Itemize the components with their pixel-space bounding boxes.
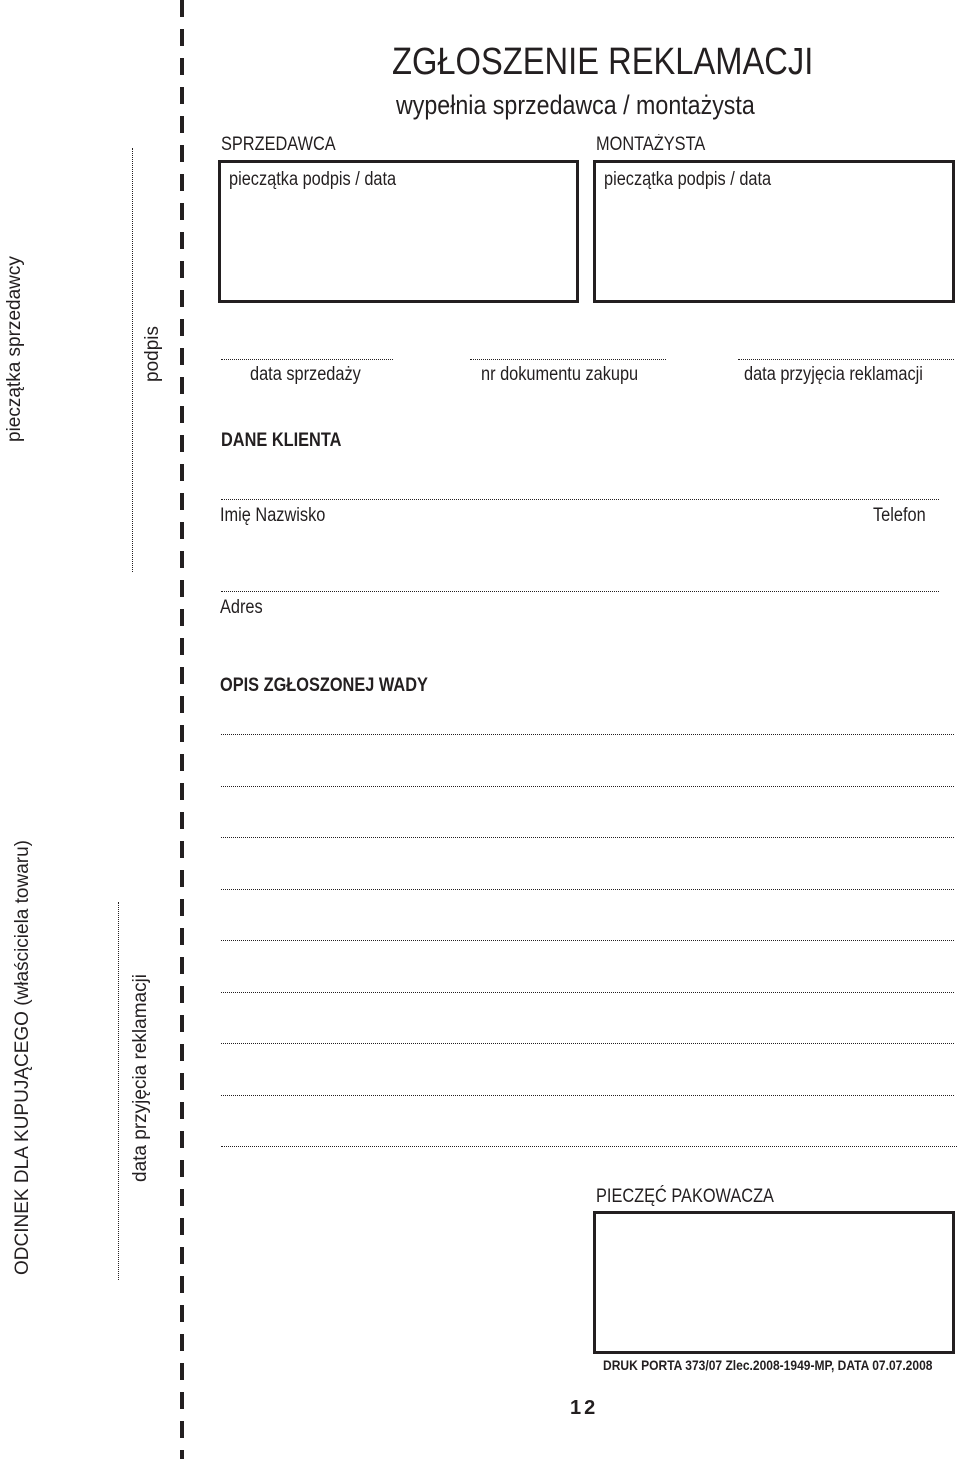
purchase-doc-label: nr dokumentu zakupu	[481, 364, 639, 385]
defect-heading: OPIS ZGŁOSZONEJ WADY	[220, 675, 428, 696]
signature-label: podpis	[142, 326, 163, 382]
packer-heading: PIECZĘĆ PAKOWACZA	[596, 1186, 774, 1207]
coupon-label: ODCINEK DLA KUPUJĄCEGO (właściciela towaru)	[12, 840, 33, 1275]
seller-stamp-box[interactable]	[218, 160, 579, 303]
sale-date-field[interactable]	[221, 359, 393, 360]
defect-line[interactable]	[221, 734, 954, 735]
defect-line[interactable]	[221, 940, 954, 941]
client-address-field[interactable]	[221, 591, 939, 592]
cut-line	[180, 0, 184, 1459]
client-name-label: Imię Nazwisko	[220, 505, 326, 526]
seller-heading: SPRZEDAWCA	[221, 134, 336, 155]
seller-stamp-label: pieczątka sprzedawcy	[4, 256, 25, 442]
client-phone-label: Telefon	[873, 505, 926, 526]
defect-line[interactable]	[221, 1095, 954, 1096]
installer-heading: MONTAŻYSTA	[596, 134, 706, 155]
stub-date-label: data przyjęcia reklamacji	[130, 973, 151, 1182]
installer-box-label: pieczątka podpis / data	[604, 169, 772, 190]
client-address-label: Adres	[220, 597, 263, 618]
packer-stamp-box[interactable]	[593, 1211, 955, 1354]
defect-line[interactable]	[221, 992, 954, 993]
defect-line[interactable]	[221, 889, 954, 890]
signature-line	[132, 148, 133, 572]
defect-line[interactable]	[221, 1043, 954, 1044]
purchase-doc-field[interactable]	[470, 359, 666, 360]
defect-line[interactable]	[221, 1146, 957, 1147]
form-subtitle: wypełnia sprzedawca / montażysta	[396, 90, 755, 120]
stub-date-line	[118, 902, 119, 1280]
complaint-date-field[interactable]	[738, 359, 954, 360]
complaint-date-label: data przyjęcia reklamacji	[744, 364, 923, 385]
client-heading: DANE KLIENTA	[221, 430, 342, 451]
print-info: DRUK PORTA 373/07 Zlec.2008-1949-MP, DATA 07.07.2008	[603, 1357, 933, 1373]
installer-stamp-box[interactable]	[593, 160, 955, 303]
defect-line[interactable]	[221, 786, 954, 787]
form-title: ZGŁOSZENIE REKLAMACJI	[392, 41, 814, 83]
sale-date-label: data sprzedaży	[250, 364, 361, 385]
page-number: 12	[570, 1397, 599, 1419]
client-name-field[interactable]	[221, 499, 939, 500]
seller-box-label: pieczątka podpis / data	[229, 169, 397, 190]
defect-line[interactable]	[221, 837, 954, 838]
